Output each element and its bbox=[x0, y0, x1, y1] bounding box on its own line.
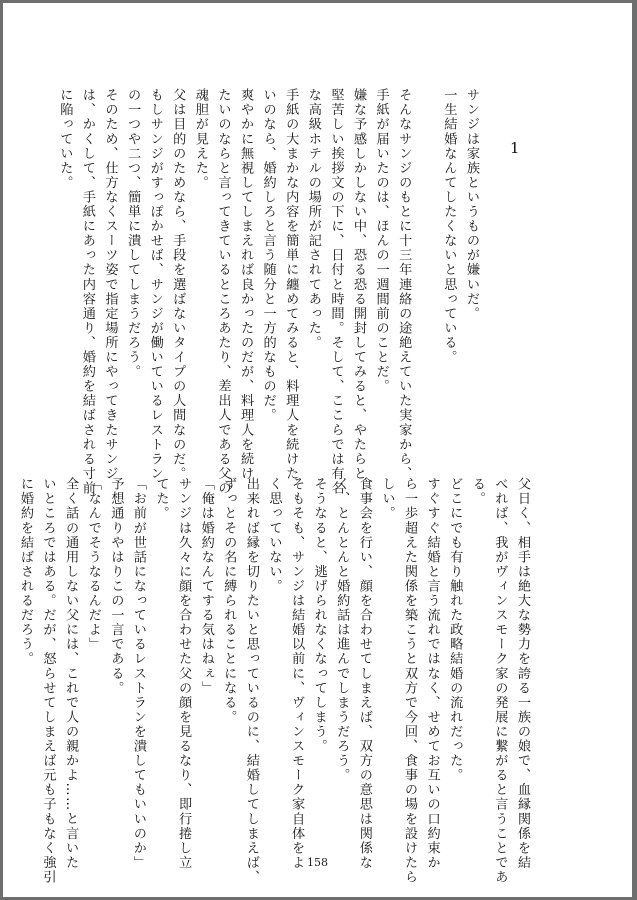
book-page bbox=[3, 3, 632, 897]
body-text-upper: サンジは家族というものが嫌いだ。 一生結婚なんてしたくないと思っている。 そんなサンジのもとに十三年連絡の途絶えていた実家から、 手紙が届いたのは、ほんの一週間前のことだ。 嫌な予感しかしない中、恐る恐る開封してみると、やたらと 堅苦しい挨拶文の下に、日付と時間。そして、ここらでは有名 な高級ホテルの場所が記されてあった。 手紙の大まかな内容を簡単に纏めてみると、料理人を続けた いのなら、婚約しろと言う随分と一方的なものだ。 爽やかに無視してしまえれば良かったのだが、料理人を続け たいのならと言ってきているところあたり、差出人である父の 魂胆が見えた。 父は目的のためなら、手段を選ばないタイプの人間なのだ。 もしサンジがすっぽかせば、サンジが働いているレストラン の一つや二つ、簡単に潰してしまうだろう。 そのため、仕方なくスーツ姿で指定場所にやってきたサンジ は、かくして、手紙にあった内容通り、婚約を結ばされる寸前 に陥っていた。 bbox=[57, 88, 479, 496]
page-number: 158 bbox=[307, 856, 328, 869]
chapter-number: 1 bbox=[510, 139, 520, 157]
body-text-lower: 父日く、相手は絶大な勢力を誇る一族の娘で、血縁関係を結 べれば、我がヴィンスモーク家の発展に繋がると言うことであ る。 どこにでも有り触れた政略結婚の流れだった。 すぐすぐ結婚と言う流れではなく、せめてお互いの口約束か ら一歩超えた関係を築こうと双方で今回、食事の場を設けたら しい。 食事会を行い、顔を合わせてしまえば、双方の意思は関係な く、とんとんと婚約話は進んでしまうだろう。 そうなると、逃げられなくなってしまう。 そもそも、サンジは結婚以前に、ヴィンスモーク家自体をよ く思っていない。 出来れば縁を切りたいと思っているのに、結婚してしまえば、 ずっとその名に縛られることになる。 「俺は婚約なんてする気はねぇ」 サンジは久々に顔を合わせた父の顔を見るなり、即行捲し立 てた。 「お前が世話になっているレストランを潰してもいいのか」 予想通りやはりこの一言である。 「なんでそうなるんだよ」 全く話の通用しない父には、これで人の親かよ……と言いた いところではある。だが、怒らせてしまえば元も子もなく強引 に婚約を結ばされるだろう。 bbox=[17, 477, 530, 885]
